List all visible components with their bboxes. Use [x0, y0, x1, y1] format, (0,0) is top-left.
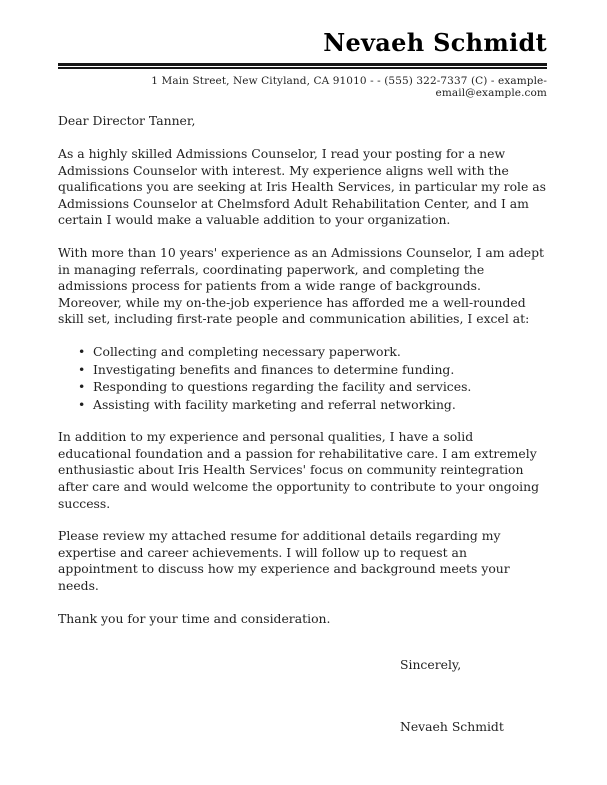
- applicant-name: Nevaeh Schmidt: [323, 28, 547, 57]
- paragraph-intro: As a highly skilled Admissions Counselor, I read your posting for a new Admissions Counselor with interest. My experience aligns well with the qualifications you are seeking at Iris Health Services, in particular my role as Admissions Counselor at Chelmsford Adult Rehabilitation Center, and I am certain I would make a valuable addition to your organization.: [58, 145, 547, 228]
- contact-line: 1 Main Street, New Cityland, CA 91010 - - (555) 322-7337 (C) - example-email@example.com: [151, 75, 547, 100]
- skill-bullet-list: [58, 344, 547, 413]
- skill-bullet-item: • Assisting with facility marketing and referral networking.: [93, 397, 547, 414]
- skill-bullet-item: • Investigating benefits and finances to determine funding.: [93, 362, 547, 379]
- salutation: Dear Director Tanner,: [58, 113, 196, 129]
- letter-body: [58, 113, 547, 735]
- letter-header: [58, 30, 547, 99]
- header-divider-rule: [58, 63, 547, 69]
- signoff-block: [400, 657, 547, 735]
- signature-name: Nevaeh Schmidt: [400, 718, 504, 734]
- closing-line: Sincerely,: [400, 657, 462, 673]
- paragraph-resume: Please review my attached resume for additional details regarding my expertise and career achievements. I will follow up to request an appointment to discuss how my experience and background meets your needs.: [58, 528, 510, 594]
- paragraph-experience: With more than 10 years' experience as an Admissions Counselor, I am adept in managing referrals, coordinating paperwork, and completing the admissions process for patients from a wide range of backgrounds. Moreover, while my on-the-job experience has afforded me a well-rounded skill set, including first-rate people and communication abilities, I excel at:: [58, 244, 545, 327]
- paragraph-thanks: Thank you for your time and consideration.: [58, 610, 331, 626]
- skill-bullet-item: • Collecting and completing necessary paperwork.: [93, 344, 547, 361]
- skill-bullet-item: • Responding to questions regarding the facility and services.: [93, 379, 547, 396]
- paragraph-education: In addition to my experience and personal qualities, I have a solid educational foundation and a passion for rehabilitative care. I am extremely enthusiastic about Iris Health Services' focus on community reintegration after care and would welcome the opportunity to contribute to your ongoing success.: [58, 429, 540, 511]
